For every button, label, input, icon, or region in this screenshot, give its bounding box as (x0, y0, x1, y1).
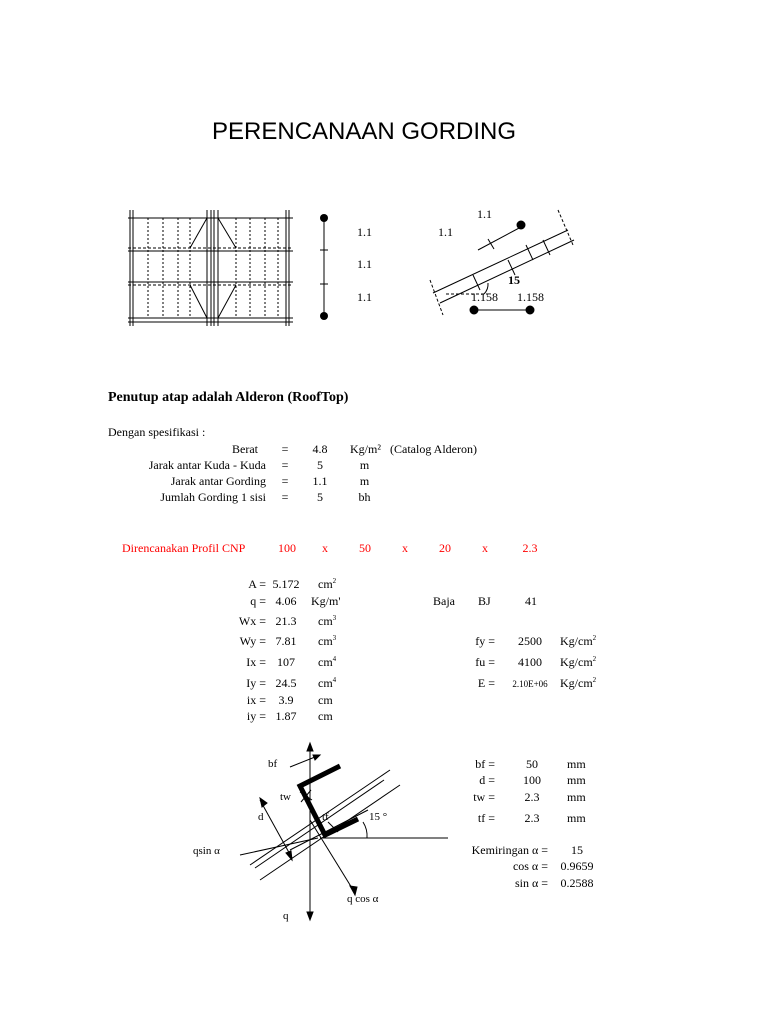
prop-value: 21.3 (275, 614, 297, 628)
incline-left-spacing: 1.1 (438, 225, 453, 239)
material-unit: $Kg/cm^2$ (560, 655, 597, 669)
bf-label: bf (268, 758, 278, 770)
spec-value: 4.8 (312, 442, 328, 456)
profile-dim: 2.3 (522, 541, 538, 555)
prop-label: iy = (246, 709, 266, 723)
roof-angle: 15 (508, 273, 520, 287)
qsin-label: qsin α (193, 845, 220, 857)
section-dim-value: 2.3 (524, 790, 540, 804)
spec-eq: = (281, 490, 289, 504)
prop-unit: $cm^4$ (318, 676, 337, 690)
profile-label: Direncanakan Profil CNP (122, 541, 246, 555)
vertical-spacing-3: 1.1 (357, 290, 372, 304)
material-value: 4100 (518, 655, 542, 669)
vertical-spacing-1: 1.1 (357, 225, 372, 239)
section-dim-unit: mm (567, 790, 586, 804)
spec-value: 5 (317, 490, 323, 504)
material-label: fu = (475, 655, 495, 669)
material-unit: $Kg/cm^2$ (560, 676, 597, 690)
slope-value: 15 (571, 843, 583, 857)
spec-unit: m (359, 474, 370, 488)
steel-grade-label: BJ (478, 594, 491, 608)
section-dim-label: d = (479, 773, 495, 787)
prop-label: q = (250, 594, 266, 608)
vertical-spacing-2: 1.1 (357, 257, 372, 271)
profile-dim: 50 (359, 541, 371, 555)
prop-label: A = (248, 577, 266, 591)
profile-dim: 20 (439, 541, 451, 555)
spec-label-jarak-gording: Jarak antar Gording (170, 474, 266, 488)
spec-intro: Dengan spesifikasi : (108, 425, 206, 439)
incline-top-spacing: 1.1 (477, 207, 492, 221)
material-label: fy = (475, 634, 495, 648)
prop-unit: $cm^3$ (318, 634, 337, 648)
horizontal-spacing-2: 1.158 (517, 290, 544, 304)
prop-label: Wy = (239, 634, 266, 648)
spec-eq: = (281, 458, 289, 472)
steel-label: Baja (433, 594, 455, 608)
spec-value: 1.1 (312, 474, 328, 488)
spec-note: (Catalog Alderon) (390, 442, 477, 456)
prop-unit: $cm^3$ (318, 614, 337, 628)
d-label: d (258, 811, 264, 823)
material-value: 2500 (518, 634, 542, 648)
prop-unit: Kg/m' (311, 594, 341, 608)
prop-label: Iy = (246, 676, 266, 690)
spec-eq: = (281, 442, 289, 456)
section-dim-value: 100 (523, 773, 541, 787)
section-dim-unit: mm (567, 757, 586, 771)
qcos-label: q cos α (347, 893, 379, 905)
section-dim-value: 50 (526, 757, 538, 771)
page-title: PERENCANAAN GORDING (212, 118, 517, 145)
spec-eq: = (281, 474, 289, 488)
prop-value: 7.81 (275, 634, 297, 648)
profile-x: x (402, 541, 408, 555)
prop-label: ix = (246, 693, 266, 707)
profile-x: x (482, 541, 488, 555)
tf-label: tf (322, 811, 329, 823)
spec-label-berat: Berat (232, 442, 258, 456)
spec-label-jarak-kuda: Jarak antar Kuda - Kuda (148, 458, 266, 472)
prop-unit: $cm^4$ (318, 655, 337, 669)
spec-unit: Kg/m² (350, 442, 381, 456)
prop-unit: cm (318, 693, 333, 707)
prop-value: 107 (277, 655, 295, 669)
slope-label: Kemiringan α = (471, 843, 548, 857)
section-heading: Penutup atap adalah Alderon (RoofTop) (108, 390, 349, 405)
section-dim-label: tw = (473, 790, 495, 804)
q-label: q (283, 910, 289, 922)
section-dim-unit: mm (567, 811, 586, 825)
prop-value: 4.06 (275, 594, 297, 608)
prop-value: 24.5 (275, 676, 297, 690)
slope-label: sin α = (514, 876, 548, 890)
section-dim-unit: mm (567, 773, 586, 787)
slope-value: 0.2588 (560, 876, 594, 890)
prop-unit: $cm^2$ (318, 577, 337, 591)
prop-label: Ix = (246, 655, 266, 669)
roof-framing-plan (128, 210, 293, 326)
prop-value: 3.9 (278, 693, 294, 707)
horizontal-spacing-1: 1.158 (471, 290, 498, 304)
inclined-roof-sketch (428, 205, 578, 325)
spec-value: 5 (317, 458, 323, 472)
vertical-spacing-line (318, 212, 330, 322)
tw-label: tw (280, 791, 291, 803)
material-unit: $Kg/cm^2$ (560, 634, 597, 648)
section-dim-label: tf = (477, 811, 495, 825)
material-value: 2.10E+06 (512, 679, 548, 689)
section-dim-label: bf = (475, 757, 495, 771)
profile-dim: 100 (278, 541, 296, 555)
prop-unit: cm (318, 709, 333, 723)
spec-unit: m (359, 458, 370, 472)
c-section-load-diagram (230, 740, 460, 930)
angle-label: 15 ° (369, 811, 388, 823)
slope-label: cos α = (512, 859, 548, 873)
prop-label: Wx = (238, 614, 266, 628)
prop-value: 5.172 (272, 577, 300, 591)
slope-value: 0.9659 (560, 859, 594, 873)
steel-grade: 41 (525, 594, 537, 608)
profile-x: x (322, 541, 328, 555)
spec-unit: bh (358, 490, 371, 504)
prop-value: 1.87 (275, 709, 297, 723)
spec-label-jumlah-gording: Jumlah Gording 1 sisi (160, 490, 266, 504)
section-dim-value: 2.3 (524, 811, 540, 825)
material-label: E = (477, 676, 495, 690)
